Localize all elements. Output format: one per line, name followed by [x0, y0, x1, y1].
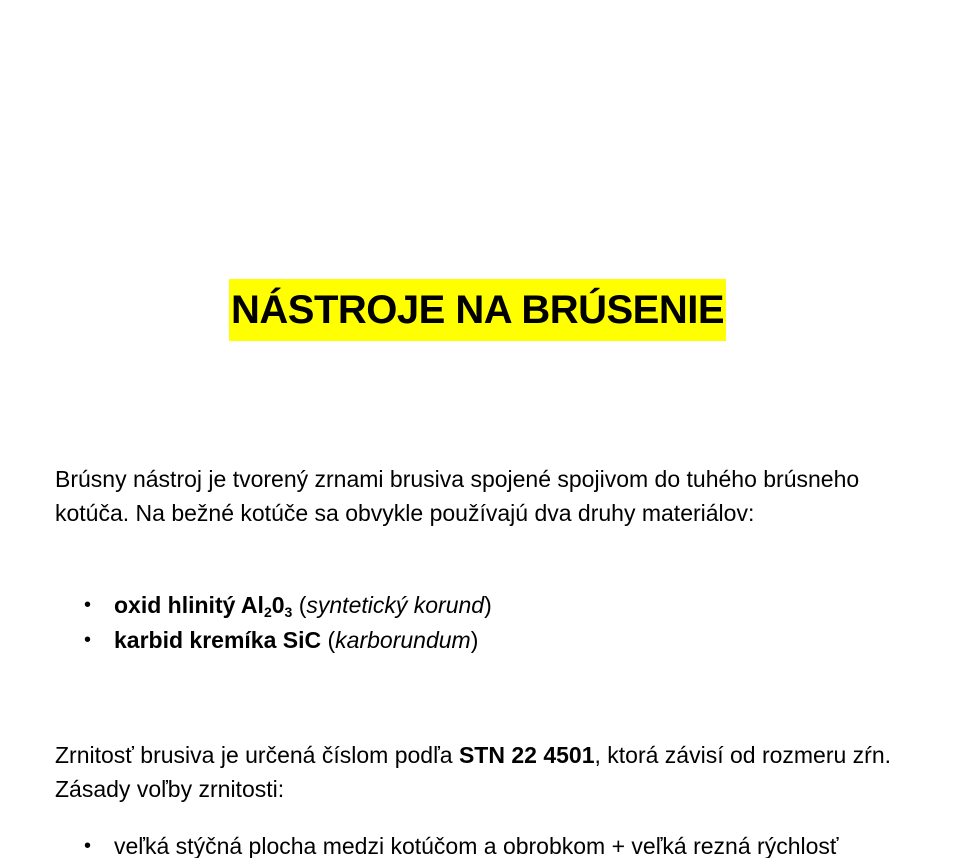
title-container: [0, 279, 973, 341]
intro-paragraph: Brúsny nástroj je tvorený zrnami brusiva spojené spojivom do tuhého brúsneho kotúča. Na bežné kotúče sa obvykle používajú dva druhy materiálov:: [55, 466, 860, 526]
list-item-rule: [55, 829, 955, 858]
grain-rules-list: [55, 829, 955, 858]
material-description: syntetický korund: [306, 592, 485, 618]
grain-size-paragraph: Zrnitosť brusiva je určená číslom podľa STN 22 4501, ktorá závisí od rozmeru zŕn. Zásady voľby zrnitosti:: [55, 742, 892, 802]
page-title: NÁSTROJE NA BRÚSENIE: [229, 279, 726, 341]
list-item-silicon-carbide: • karbid kremíka SiC (karborundum): [55, 623, 955, 658]
standard-code: STN 22 4501: [458, 742, 595, 768]
rule-text: veľká stýčná plocha medzi kotúčom a obrobkom + veľká rezná rýchlosť: [114, 833, 839, 858]
bullet-icon: •: [84, 629, 92, 651]
materials-list: [55, 588, 955, 658]
material-name: karbid kremíka SiC: [114, 627, 322, 653]
bullet-icon: •: [84, 594, 92, 616]
list-item-aluminium-oxide: • oxid hlinitý $Al_20_3$ (syntetický korund): [55, 588, 955, 623]
bullet-icon: •: [84, 835, 92, 857]
material-description: karborundum: [335, 627, 471, 653]
material-name: oxid hlinitý $Al_20_3$: [114, 592, 293, 620]
